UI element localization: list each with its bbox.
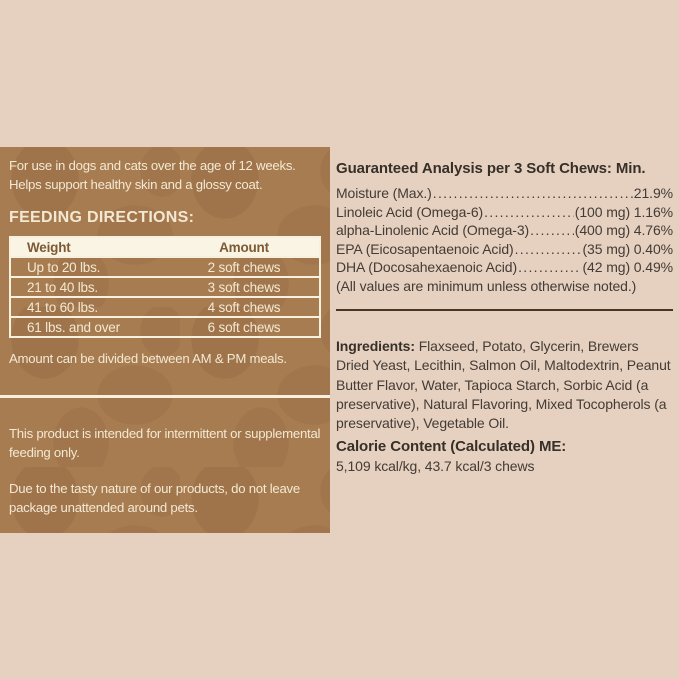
- split-dose-note: Amount can be divided between AM & PM meals.: [9, 351, 287, 366]
- calorie-content-heading: Calorie Content (Calculated) ME:: [336, 438, 567, 456]
- analysis-label: EPA (Eicosapentaenoic Acid): [336, 240, 514, 257]
- analysis-row: [336, 184, 673, 203]
- guaranteed-analysis-rows: [336, 184, 673, 295]
- feeding-table-row: [11, 296, 319, 316]
- amount-cell: 3 soft chews: [207, 279, 281, 295]
- panel-divider: [0, 395, 330, 398]
- weight-column-header: Weight: [27, 239, 71, 255]
- intermittent-feeding-note: This product is intended for intermittent or supplemental feeding only.: [9, 426, 321, 460]
- ingredients-list: Flaxseed, Potato, Glycerin, Brewers Dried Yeast, Lecithin, Salmon Oil, Maltodextrin, Peanut Butter Flavor, Water, Tapioca Starch, Sorbic Acid (a preservative), Natural Flavoring, Mixed Tocopherols (a preservative), Vegetable Oil.: [336, 338, 671, 432]
- feeding-table-row: [11, 256, 319, 276]
- analysis-row: [336, 203, 673, 222]
- guaranteed-analysis-heading: Guaranteed Analysis per 3 Soft Chews: Min.: [336, 160, 646, 177]
- feeding-directions-heading: FEEDING DIRECTIONS:: [9, 209, 195, 226]
- weight-cell: 21 to 40 lbs.: [27, 279, 98, 295]
- feeding-table-row: [11, 316, 319, 336]
- feeding-table: [9, 236, 321, 338]
- analysis-value: (400 mg) 4.76%: [574, 222, 673, 238]
- weight-cell: 61 lbs. and over: [27, 319, 120, 335]
- analysis-row: [336, 258, 673, 277]
- amount-cell: 4 soft chews: [207, 299, 281, 315]
- analysis-label: Moisture (Max.): [336, 185, 432, 201]
- ingredients-paragraph: [336, 337, 673, 433]
- calorie-content-value: 5,109 kcal/kg, 43.7 kcal/3 chews: [336, 458, 535, 475]
- feeding-panel: [0, 147, 330, 533]
- analysis-value: (42 mg) 0.49%: [582, 259, 673, 275]
- analysis-label: alpha-Linolenic Acid (Omega-3): [336, 222, 530, 238]
- analysis-row: [336, 221, 673, 240]
- minimum-values-note: (All values are minimum unless otherwise noted.): [336, 277, 637, 294]
- analysis-label: DHA (Docosahexaenoic Acid): [336, 259, 518, 275]
- analysis-panel: [336, 160, 673, 476]
- amount-cell: 2 soft chews: [207, 259, 281, 275]
- feeding-table-row: [11, 276, 319, 296]
- weight-cell: Up to 20 lbs.: [27, 259, 101, 275]
- analysis-row: [336, 240, 673, 259]
- usage-statement: For use in dogs and cats over the age of 12 weeks. Helps support healthy skin and a glossy coat.: [9, 158, 296, 192]
- analysis-value: 21.9%: [633, 185, 673, 201]
- amount-cell: 6 soft chews: [207, 319, 281, 335]
- dot-leader: [515, 240, 582, 259]
- dot-leader: [484, 203, 574, 222]
- dot-leader: [530, 221, 574, 240]
- feeding-table-header-row: [11, 238, 319, 256]
- weight-cell: 41 to 60 lbs.: [27, 299, 98, 315]
- analysis-value: (35 mg) 0.40%: [582, 240, 673, 257]
- dot-leader: [433, 184, 633, 203]
- analysis-value: (100 mg) 1.16%: [574, 203, 673, 220]
- analysis-label: Linoleic Acid (Omega-6): [336, 203, 484, 220]
- dot-leader: [518, 258, 581, 277]
- section-divider: [336, 309, 673, 311]
- amount-column-header: Amount: [219, 239, 269, 255]
- ingredients-label: Ingredients:: [336, 338, 415, 354]
- unattended-warning-note: Due to the tasty nature of our products, do not leave package unattended around pets.: [9, 481, 300, 515]
